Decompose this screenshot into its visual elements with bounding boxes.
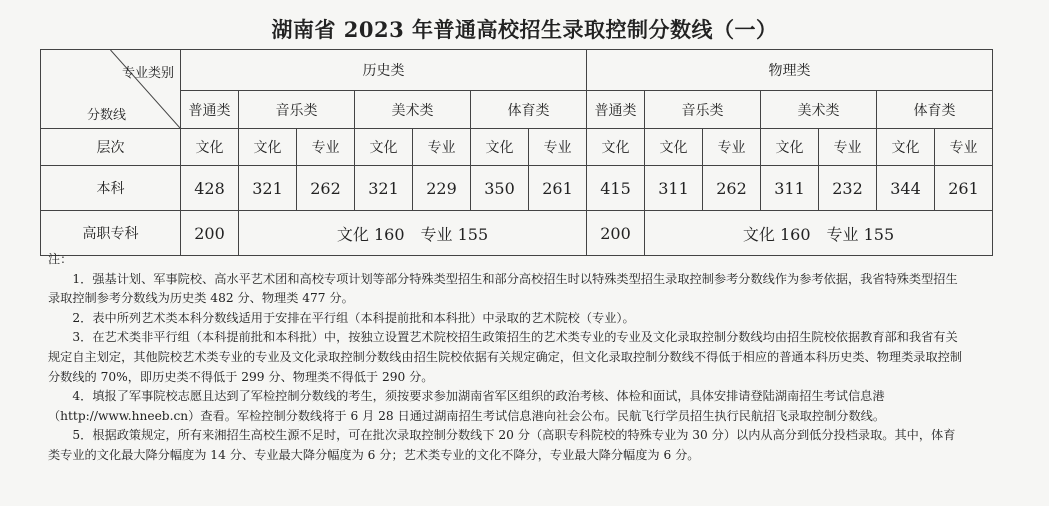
subgroup-header: 普通类 — [587, 91, 645, 129]
subgroup-header: 体育类 — [877, 91, 993, 129]
score-cell: 311 — [761, 166, 819, 211]
major-header: 专业 — [297, 129, 355, 166]
note-item: 5．根据政策规定，所有来湘招生高校生源不足时，可在批次录取控制分数线下 20 分（高职专科院校的特殊专业为 30 分）以内从高分到低分投档录取。其中，体育类专业的文化最大降分幅度为 14 分、专业最大降分幅度为 6 分；艺术类专业的文化不降分，专业最大降分幅度为 6 分。 — [48, 428, 956, 462]
major-header: 专业 — [819, 129, 877, 166]
merged-score-cell: 文化 160 专业 155 — [645, 211, 993, 256]
culture-header: 文化 — [355, 129, 413, 166]
notes-head: 注： — [48, 252, 73, 266]
subgroup-header: 音乐类 — [239, 91, 355, 129]
merged-score-cell: 文化 160 专业 155 — [239, 211, 587, 256]
major-header: 专业 — [703, 129, 761, 166]
score-label: 分数线 — [87, 108, 127, 123]
score-cell: 261 — [935, 166, 993, 211]
subgroup-header: 普通类 — [181, 91, 239, 129]
level-label: 层次 — [41, 129, 181, 166]
score-cell: 262 — [703, 166, 761, 211]
culture-header: 文化 — [181, 129, 239, 166]
score-cell: 321 — [239, 166, 297, 211]
score-table — [40, 49, 993, 256]
page-title: 湖南省 2023 年普通高校招生录取控制分数线（一） — [271, 17, 778, 42]
score-cell: 229 — [413, 166, 471, 211]
note-item: 1．强基计划、军事院校、高水平艺术团和高校专项计划等部分特殊类型招生和部分高校招生时以特殊类型招生录取控制参考分数线作为参考依据，我省特殊类型招生录取控制参考分数线为历史类 482 分、物理类 477 分。 — [48, 271, 958, 306]
note-item: 3．在艺术类非平行组（本科提前批和本科批）中，按独立设置艺术院校招生政策招生的艺术类专业的专业及文化录取控制分数线均由招生院校依据教育部和我省有关规定自主划定，其他院校艺术类专业的专业及文化录取控制分数线由招生院校依据有关规定确定，但文化录取控制分数线不得低于相应的普通本科历史类、物理类录取控制分数线的 70%，即历史类不得低于 299 分、物理类不得低于 290 分。 — [48, 330, 963, 384]
score-cell: 262 — [297, 166, 355, 211]
score-cell: 200 — [181, 211, 239, 256]
culture-header: 文化 — [761, 129, 819, 166]
subgroup-header: 音乐类 — [645, 91, 761, 129]
culture-header: 文化 — [471, 129, 529, 166]
subgroup-header: 体育类 — [471, 91, 587, 129]
group-header-physics: 物理类 — [587, 50, 993, 91]
culture-header: 文化 — [645, 129, 703, 166]
score-cell: 200 — [587, 211, 645, 256]
score-cell: 350 — [471, 166, 529, 211]
score-cell: 311 — [645, 166, 703, 211]
row-label: 本科 — [41, 166, 181, 211]
subgroup-header: 美术类 — [761, 91, 877, 129]
score-cell: 344 — [877, 166, 935, 211]
score-cell: 261 — [529, 166, 587, 211]
major-header: 专业 — [529, 129, 587, 166]
diagonal-header-cell — [41, 50, 181, 129]
culture-header: 文化 — [239, 129, 297, 166]
notes — [48, 250, 966, 466]
category-label: 专业类别 — [121, 66, 174, 81]
row-label: 高职专科 — [41, 211, 181, 256]
group-header-history: 历史类 — [181, 50, 587, 91]
score-cell: 415 — [587, 166, 645, 211]
major-header: 专业 — [935, 129, 993, 166]
note-item: 2．表中所列艺术类本科分数线适用于安排在平行组（本科提前批和本科批）中录取的艺术院校（专业）。 — [72, 310, 635, 325]
note-item: 4．填报了军事院校志愿且达到了军检控制分数线的考生，须按要求参加湖南省军区组织的政治考核、体检和面试，具体安排请登陆湖南招生考试信息港（http://www.hneeb.cn）查看。军检控制分数线将于 6 月 28 日通过湖南招生考试信息港向社会公布。民航飞行学员招生执行民航招飞录取控制分数线。 — [48, 389, 886, 423]
score-cell: 232 — [819, 166, 877, 211]
score-cell: 321 — [355, 166, 413, 211]
table-row-benke — [41, 166, 993, 211]
culture-header: 文化 — [587, 129, 645, 166]
culture-header: 文化 — [877, 129, 935, 166]
table-row-gaozhi — [41, 211, 993, 256]
score-cell: 428 — [181, 166, 239, 211]
subgroup-header: 美术类 — [355, 91, 471, 129]
major-header: 专业 — [413, 129, 471, 166]
